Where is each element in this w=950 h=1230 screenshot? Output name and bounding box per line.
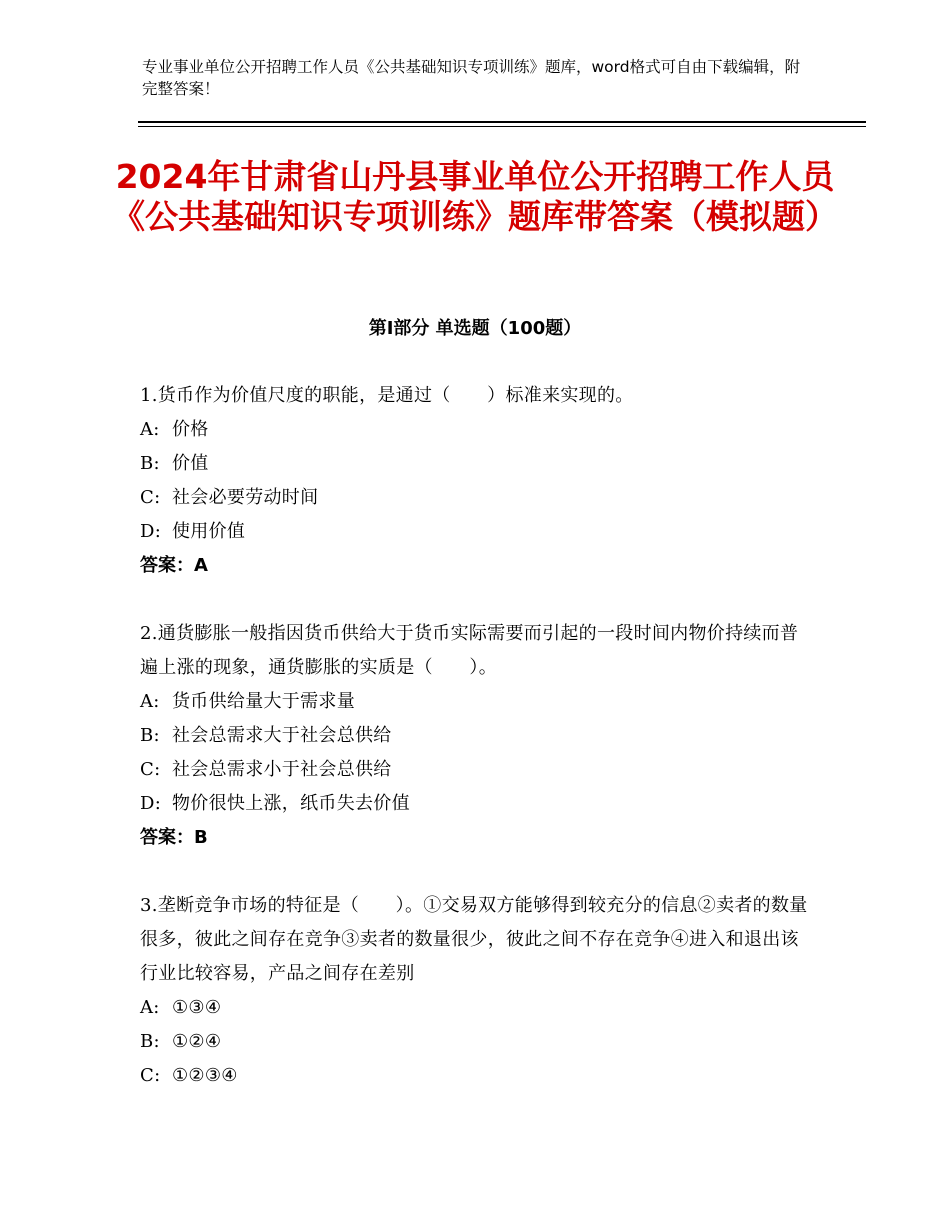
header-rule-thick: [138, 121, 866, 123]
option-text: ①②④: [172, 1031, 222, 1052]
option-text: 价值: [172, 453, 209, 474]
option-c: [140, 753, 810, 787]
option-key: A:: [140, 419, 160, 440]
section-title: 第Ⅰ部分 单选题（100题）: [368, 318, 582, 339]
option-text: 货币供给量大于需求量: [172, 691, 355, 712]
option-key: C:: [140, 759, 161, 780]
option-text: ①③④: [172, 997, 222, 1018]
question-2: [140, 617, 810, 855]
option-key: B:: [140, 1031, 160, 1052]
option-text: 物价很快上涨，纸币失去价值: [172, 793, 410, 814]
question-list: [140, 379, 810, 1127]
option-key: D:: [140, 521, 162, 542]
question-1: [140, 379, 810, 583]
question-3: [140, 889, 810, 1093]
option-key: D:: [140, 793, 162, 814]
header-note: 专业事业单位公开招聘工作人员《公共基础知识专项训练》题库，word格式可自由下载编辑，附完整答案！: [142, 58, 801, 98]
option-key: C:: [140, 1065, 161, 1086]
option-d: [140, 787, 810, 821]
option-key: C:: [140, 487, 161, 508]
option-text: 价格: [172, 419, 209, 440]
answer: 答案：A: [140, 555, 208, 576]
option-b: [140, 719, 810, 753]
option-text: 社会总需求大于社会总供给: [172, 725, 392, 746]
option-text: 社会必要劳动时间: [172, 487, 319, 508]
option-key: A:: [140, 997, 160, 1018]
option-c: [140, 481, 810, 515]
option-a: [140, 685, 810, 719]
option-a: [140, 413, 810, 447]
option-key: B:: [140, 725, 160, 746]
option-key: B:: [140, 453, 160, 474]
option-b: [140, 447, 810, 481]
question-stem: 1.货币作为价值尺度的职能，是通过（ ）标准来实现的。: [140, 385, 634, 406]
option-b: [140, 1025, 810, 1059]
option-text: 社会总需求小于社会总供给: [172, 759, 392, 780]
option-c: [140, 1059, 810, 1093]
option-text: 使用价值: [172, 521, 246, 542]
option-key: A:: [140, 691, 160, 712]
option-a: [140, 991, 810, 1025]
option-d: [140, 515, 810, 549]
document-title: 2024年甘肃省山丹县事业单位公开招聘工作人员《公共基础知识专项训练》题库带答案（模拟题）: [112, 157, 838, 236]
question-stem: 3.垄断竞争市场的特征是（ ）。①交易双方能够得到较充分的信息②卖者的数量很多，彼此之间存在竞争③卖者的数量很少，彼此之间不存在竞争④进入和退出该行业比较容易，产品之间存在差别: [140, 895, 808, 984]
header-rule-thin: [138, 126, 866, 127]
question-stem: 2.通货膨胀一般指因货币供给大于货币实际需要而引起的一段时间内物价持续而普遍上涨的现象，通货膨胀的实质是（ ）。: [140, 623, 799, 678]
answer: 答案：B: [140, 827, 208, 848]
option-text: ①②③④: [172, 1065, 238, 1086]
